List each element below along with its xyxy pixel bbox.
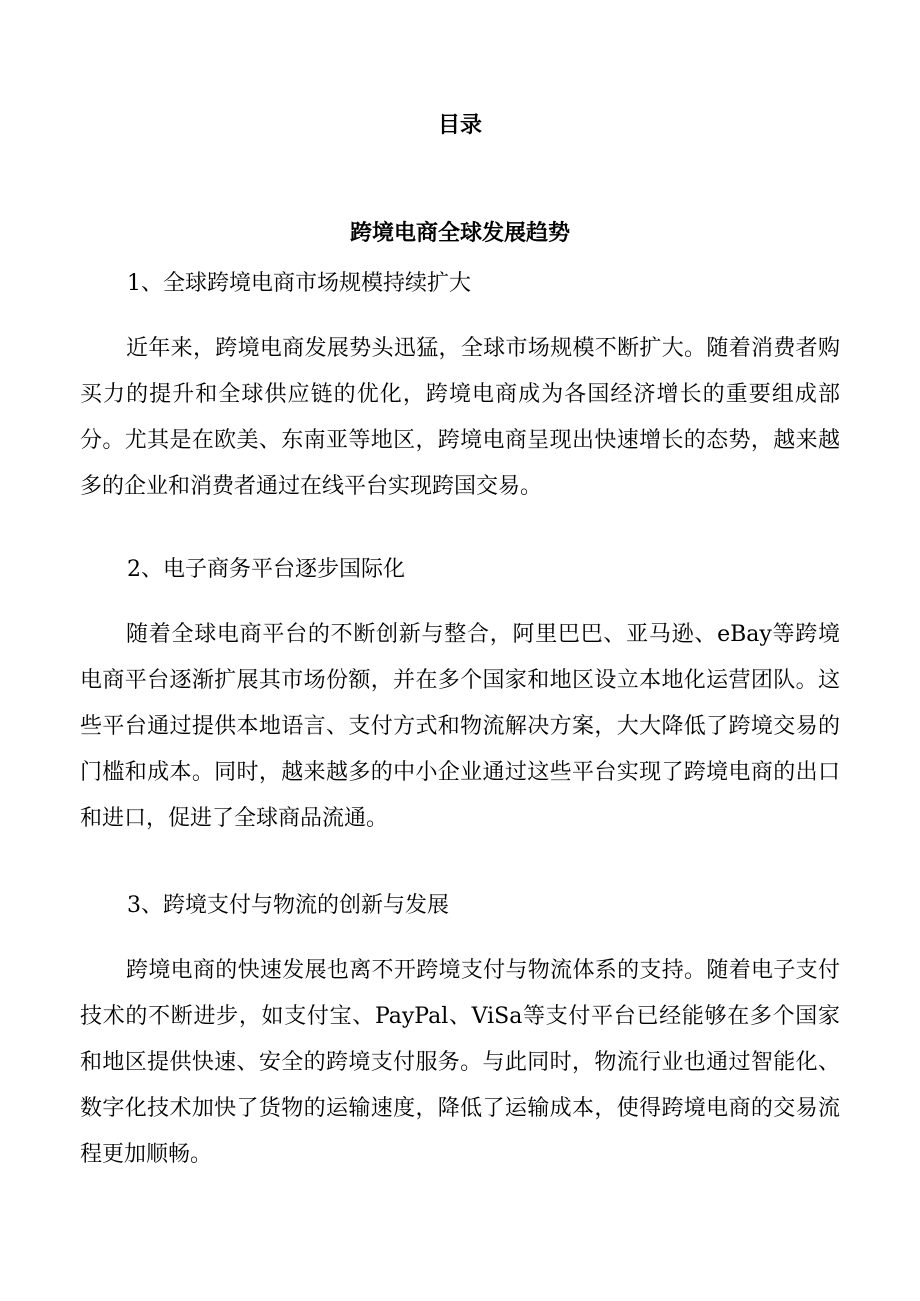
section-paragraph-3: 跨境电商的快速发展也离不开跨境支付与物流体系的支持。随着电子支付技术的不断进步，如支付宝、PayPal、ViSa等支付平台已经能够在多个国家和地区提供快速、安全的跨境支付服务。与此同时，物流行业也通过智能化、数字化技术加快了货物的运输速度，降低了运输成本，使得跨境电商的交易流程更加顺畅。 xyxy=(80,958,840,1167)
section-heading-3: 3、跨境支付与物流的创新与发展 xyxy=(127,893,449,918)
toc-title: 目录 xyxy=(437,113,482,138)
document-title: 跨境电商全球发展趋势 xyxy=(349,221,570,246)
section-heading-1: 1、全球跨境电商市场规模持续扩大 xyxy=(127,271,471,296)
section-paragraph-1: 近年来，跨境电商发展势头迅猛，全球市场规模不断扩大。随着消费者购买力的提升和全球供应链的优化，跨境电商成为各国经济增长的重要组成部分。尤其是在欧美、东南亚等地区，跨境电商呈现出快速增长的态势，越来越多的企业和消费者通过在线平台实现跨国交易。 xyxy=(80,336,840,499)
section-heading-2: 2、电子商务平台逐步国际化 xyxy=(127,557,405,582)
section-paragraph-2: 随着全球电商平台的不断创新与整合，阿里巴巴、亚马逊、eBay等跨境电商平台逐渐扩展其市场份额，并在多个国家和地区设立本地化运营团队。这些平台通过提供本地语言、支付方式和物流解决方案，大大降低了跨境交易的门槛和成本。同时，越来越多的中小企业通过这些平台实现了跨境电商的出口和进口，促进了全球商品流通。 xyxy=(80,622,840,831)
